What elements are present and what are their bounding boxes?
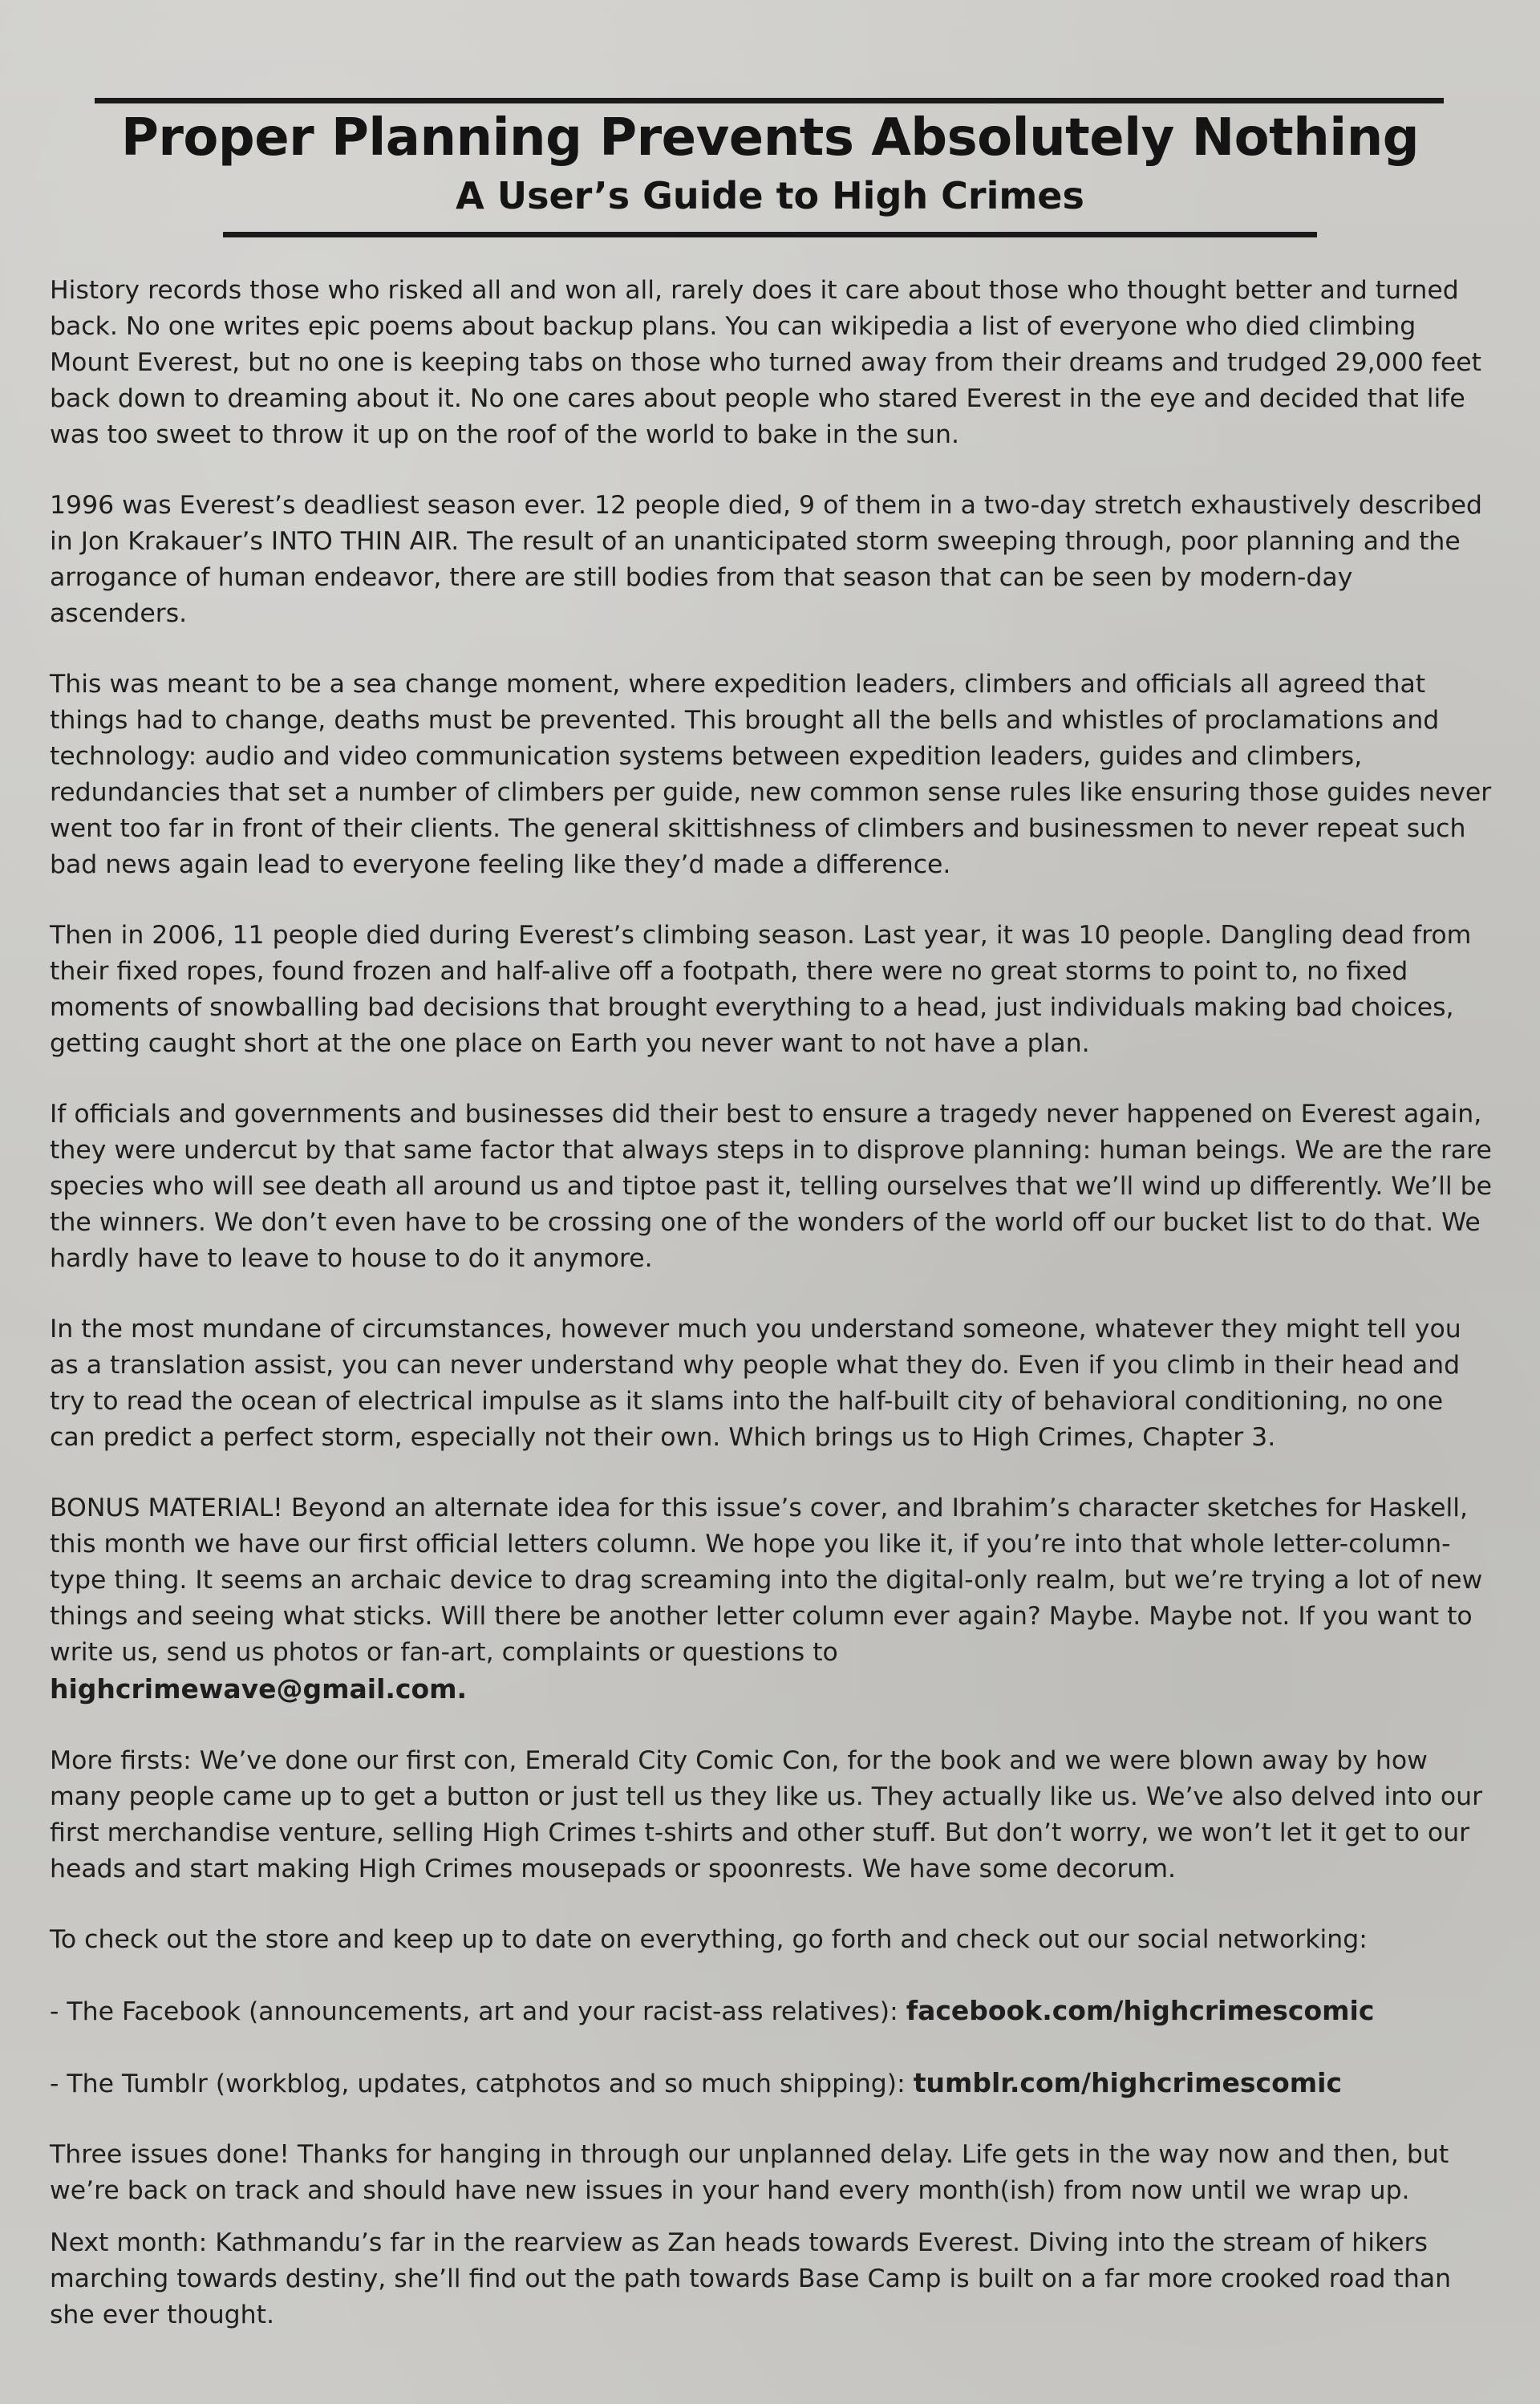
email-link[interactable]: highcrimewave@gmail.com.: [50, 1673, 468, 1705]
paragraph-social-intro: To check out the store and keep up to date on everything, go forth and check out our social networking:: [50, 1925, 1368, 1954]
bonus-material-text: BONUS MATERIAL! Beyond an alternate idea for this issue’s cover, and Ibrahim’s character sketches for Haskell, this month we have our first official letters column. We hope you like it, if you’re into that whole letter-column-type thing. It seems an archaic device to drag screaming into the digital-only realm, but we’re trying a lot of new things and seeing what sticks. Will there be another letter column ever again? Maybe. Maybe not. If you want to write us, send us photos or fan-art, complaints or questions to: [50, 1494, 1483, 1667]
paragraph-more-firsts: More firsts: We’ve done our first con, Emerald City Comic Con, for the book and we were blown away by how many people came up to get a button or just tell us they like us. They actually like us. We’ve also delved into our first merchandise venture, selling High Crimes t-shirts and other stuff. But don’t worry, we won’t let it get to our heads and start making High Crimes mousepads or spoonrests. We have some decorum.: [50, 1746, 1483, 1883]
tumblr-link[interactable]: tumblr.com/highcrimescomic: [913, 2067, 1343, 2098]
paragraph-sea-change: This was meant to be a sea change moment, where expedition leaders, climbers and officials all agreed that things had to change, deaths must be prevented. This brought all the bells and whistles of proclamations and technology: audio and video communication systems between expedition leaders, guides and climbers, redundancies that set a number of climbers per guide, new common sense rules like ensuring those guides never went too far in front of their clients. The general skittishness of climbers and businessmen to never repeat such bad news again lead to everyone feeling like they’d made a difference.: [50, 670, 1492, 879]
paragraph-perfect-storm: In the most mundane of circumstances, however much you understand someone, whatever they might tell you as a translation assist, you can never understand why people what they do. Even if you climb in their head and try to read the ocean of electrical impulse as it slams into the half-built city of behavioral conditioning, no one can predict a perfect storm, especially not their own. Which brings us to High Crimes, Chapter 3.: [50, 1315, 1461, 1452]
facebook-link[interactable]: facebook.com/highcrimescomic: [906, 1995, 1375, 2026]
paragraph-human-beings: If officials and governments and businesses did their best to ensure a tragedy never happened on Everest again, they were undercut by that same factor that always steps in to disprove planning: human beings. We are the rare species who will see death all around us and tiptoe past it, telling ourselves that we’ll wind up differently. We’ll be the winners. We don’t even have to be crossing one of the wonders of the world off our bucket list to do that. We hardly have to leave to house to do it anymore.: [50, 1100, 1493, 1273]
paragraph-bonus-material: [50, 1490, 1493, 1709]
paragraph-2006-season: Then in 2006, 11 people died during Everest’s climbing season. Last year, it was 10 people. Dangling dead from their fixed ropes, found frozen and half-alive off a footpath, there were no great storms to point to, no fixed moments of snowballing bad decisions that brought everything to a head, just individuals making bad choices, getting caught short at the one place on Earth you never want to not have a plan.: [50, 921, 1472, 1058]
paragraph-history: History records those who risked all and won all, rarely does it care about those who thought better and turned back. No one writes epic poems about backup plans. You can wikipedia a list of everyone who died climbing Mount Everest, but no one is keeping tabs on those who turned away from their dreams and trudged 29,000 feet back down to dreaming about it. No one cares about people who stared Everest in the eye and decided that life was too sweet to throw it up on the roof of the world to bake in the sun.: [50, 276, 1482, 449]
article-subtitle: A User’s Guide to High Crimes: [456, 174, 1084, 217]
header-top-rule: [95, 98, 1444, 103]
paragraph-next-month: Next month: Kathmandu’s far in the rearview as Zan heads towards Everest. Diving into the stream of hikers marching towards destiny, she’ll find out the path towards Base Camp is built on a far more crooked road than she ever thought.: [50, 2228, 1452, 2329]
facebook-description: - The Facebook (announcements, art and your racist-ass relatives):: [50, 1997, 898, 2026]
header-bottom-rule: [223, 232, 1317, 237]
paragraph-tumblr: [50, 2065, 1493, 2102]
tumblr-description: - The Tumblr (workblog, updates, catphotos and so much shipping):: [50, 2070, 906, 2098]
article-body: [50, 273, 1493, 2368]
paragraph-three-issues: Three issues done! Thanks for hanging in through our unplanned delay. Life gets in the way now and then, but we’re back on track and should have new issues in your hand every month(ish) from now until we wrap up.: [50, 2140, 1449, 2205]
article-title: Proper Planning Prevents Absolutely Nothing: [120, 108, 1420, 168]
paragraph-1996-season: 1996 was Everest’s deadliest season ever. 12 people died, 9 of them in a two-day stretch exhaustively described in Jon Krakauer’s INTO THIN AIR. The result of an unanticipated storm sweeping through, poor planning and the arrogance of human endeavor, there are still bodies from that season that can be seen by modern-day ascenders.: [50, 491, 1483, 628]
paragraph-facebook: [50, 1993, 1493, 2030]
